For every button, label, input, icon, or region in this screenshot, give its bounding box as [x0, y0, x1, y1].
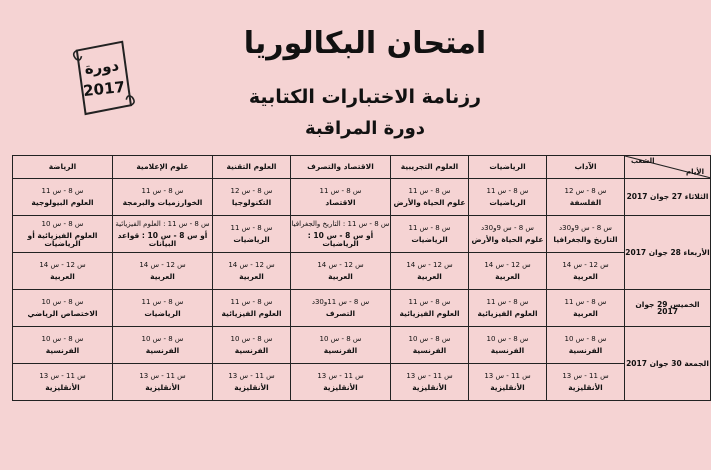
- exam-time: س 11 - س 13: [228, 371, 275, 380]
- exam-subject: العربية: [573, 271, 598, 281]
- exam-time: س 8 - س 11: [41, 186, 84, 195]
- exam-slot: [213, 188, 290, 207]
- table-row: [13, 253, 711, 290]
- exam-cell: [391, 327, 469, 364]
- exam-subject: الأنقليزية: [145, 382, 180, 392]
- exam-time: س 8 - س 9و30د: [559, 223, 612, 232]
- exam-cell: [213, 327, 291, 364]
- exam-subject: الفرنسية: [234, 345, 269, 355]
- exam-time: س 8 - س 11: [408, 223, 451, 232]
- exam-time: س 12 - س 14: [39, 260, 86, 269]
- exam-time: س 12 - س 14: [562, 260, 609, 269]
- exam-time: س 8 - س 11: [230, 223, 273, 232]
- header-row: [13, 156, 711, 179]
- table-row: [13, 364, 711, 401]
- exam-slot: [391, 262, 468, 281]
- exam-slot: [113, 188, 212, 207]
- exam-cell: [113, 327, 213, 364]
- exam-cell: [469, 179, 547, 216]
- exam-time: س 8 - س 11 : التاريخ والجغرافيا: [291, 220, 390, 228]
- exam-subject: أو س 8 - س 10 : قواعد البيانات: [117, 231, 208, 248]
- exam-slot: [391, 336, 468, 355]
- corner-cell: [625, 156, 711, 179]
- exam-time: س 8 - س 11: [408, 297, 451, 306]
- day-cell: الخميس 29 جوان 2017: [625, 290, 711, 327]
- exam-time: س 8 - س 10: [230, 334, 273, 343]
- exam-subject: الخوارزميات والبرمجة: [122, 197, 203, 207]
- exam-cell: [113, 290, 213, 327]
- exam-cell: [13, 179, 113, 216]
- exam-cell: [13, 290, 113, 327]
- exam-time: س 12 - س 14: [139, 260, 186, 269]
- exam-cell: [391, 364, 469, 401]
- exam-time: س 8 - س 10: [564, 334, 607, 343]
- exam-subject: التكنولوجيا: [231, 197, 272, 207]
- exam-time: س 11 - س 13: [139, 371, 186, 380]
- exam-cell: [547, 290, 625, 327]
- exam-cell: [291, 216, 391, 253]
- exam-subject: الفرنسية: [145, 345, 180, 355]
- exam-time: س 8 - س 11: [230, 297, 273, 306]
- exam-subject: العربية: [50, 271, 75, 281]
- exam-subject: العربية: [328, 271, 353, 281]
- exam-subject: العربية: [495, 271, 520, 281]
- exam-subject: الرياضيات: [233, 234, 270, 244]
- exam-cell: [469, 253, 547, 290]
- exam-time: س 8 - س 10: [408, 334, 451, 343]
- exam-slot: [469, 188, 546, 207]
- exam-slot: [291, 188, 390, 207]
- exam-time: س 8 - س 11: [486, 186, 529, 195]
- column-header: الاقتصاد والتصرف: [291, 156, 391, 179]
- exam-slot: [213, 373, 290, 392]
- exam-cell: [469, 364, 547, 401]
- exam-cell: [291, 290, 391, 327]
- page-subtitle: رزنامة الاختبارات الكتابية: [248, 86, 482, 108]
- exam-cell: [291, 364, 391, 401]
- exam-subject: أو س 8 - س 10 : الرياضيات: [307, 231, 374, 248]
- exam-subject: الأنقليزية: [323, 382, 358, 392]
- exam-cell: [291, 327, 391, 364]
- exam-time: س 8 - س 9و30د: [481, 223, 534, 232]
- exam-time: س 11 - س 13: [562, 371, 609, 380]
- corner-bottom-label: الأيام: [686, 168, 704, 176]
- exam-slot: [113, 262, 212, 281]
- badge-label: دورة: [83, 56, 120, 78]
- exam-subject: الأنقليزية: [45, 382, 80, 392]
- exam-slot: [391, 188, 468, 207]
- exam-time: س 12 - س 14: [406, 260, 453, 269]
- exam-time: س 8 - س 10: [319, 334, 362, 343]
- exam-slot: [213, 225, 290, 244]
- exam-cell: [113, 179, 213, 216]
- exam-subject: الرياضيات: [489, 197, 526, 207]
- exam-slot: [13, 221, 112, 247]
- exam-cell: [113, 216, 213, 253]
- exam-time: س 11 - س 13: [39, 371, 86, 380]
- exam-subject: الفرنسية: [490, 345, 525, 355]
- exam-time: س 12 - س 14: [228, 260, 275, 269]
- exam-slot: [391, 299, 468, 318]
- exam-slot: [13, 299, 112, 318]
- badge-year: 2017: [82, 77, 126, 101]
- exam-subject: الرياضيات: [144, 308, 181, 318]
- exam-subject: العلوم الفيزيائية: [399, 308, 460, 318]
- exam-subject: العلوم البيولوجية: [31, 197, 94, 207]
- exam-cell: [113, 253, 213, 290]
- exam-slot: [113, 221, 212, 247]
- schedule-body: [13, 179, 711, 401]
- exam-time: س 8 - س 10: [41, 220, 84, 228]
- exam-slot: [469, 262, 546, 281]
- exam-cell: [13, 253, 113, 290]
- exam-subject: العربية: [573, 308, 598, 318]
- exam-cell: [213, 216, 291, 253]
- exam-time: س 8 - س 12: [564, 186, 607, 195]
- exam-slot: [391, 373, 468, 392]
- exam-cell: [391, 179, 469, 216]
- exam-cell: [547, 179, 625, 216]
- exam-subject: العلوم الفيزيائية أو الرياضيات: [27, 231, 98, 248]
- exam-cell: [113, 364, 213, 401]
- exam-time: س 12 - س 14: [317, 260, 364, 269]
- exam-subject: الفرنسية: [323, 345, 358, 355]
- schedule-table: [12, 155, 711, 401]
- exam-slot: [291, 262, 390, 281]
- exam-subject: الأنقليزية: [490, 382, 525, 392]
- exam-subject: علوم الحياة والأرض: [393, 197, 466, 207]
- session-badge: [70, 39, 135, 119]
- column-header: العلوم التجريبية: [391, 156, 469, 179]
- column-header: الرياضة: [13, 156, 113, 179]
- exam-cell: [291, 253, 391, 290]
- exam-subject: الأنقليزية: [412, 382, 447, 392]
- exam-subject: الأنقليزية: [234, 382, 269, 392]
- column-header: الرياضيات: [469, 156, 547, 179]
- exam-time: س 8 - س 10: [41, 334, 84, 343]
- exam-slot: [391, 225, 468, 244]
- exam-subject: الاختصاص الرياضي: [27, 308, 98, 318]
- exam-subject: الرياضيات: [411, 234, 448, 244]
- exam-time: س 8 - س 11: [319, 186, 362, 195]
- exam-subject: الفرنسية: [412, 345, 447, 355]
- exam-slot: [547, 225, 624, 244]
- table-row: [13, 216, 711, 253]
- exam-time: س 8 - س 11: [486, 297, 529, 306]
- exam-slot: [291, 336, 390, 355]
- exam-subject: التصرف: [325, 308, 356, 318]
- exam-slot: [547, 299, 624, 318]
- exam-cell: [213, 179, 291, 216]
- exam-cell: [391, 290, 469, 327]
- exam-time: س 11 - س 13: [317, 371, 364, 380]
- exam-slot: [13, 262, 112, 281]
- exam-slot: [291, 299, 390, 318]
- exam-cell: [213, 290, 291, 327]
- exam-subject: الفلسفة: [569, 197, 602, 207]
- exam-slot: [547, 262, 624, 281]
- exam-cell: [291, 179, 391, 216]
- exam-subject: العربية: [150, 271, 175, 281]
- exam-slot: [13, 188, 112, 207]
- exam-slot: [291, 373, 390, 392]
- exam-cell: [469, 327, 547, 364]
- exam-slot: [213, 299, 290, 318]
- exam-slot: [113, 299, 212, 318]
- exam-cell: [13, 216, 113, 253]
- exam-time: س 8 - س 11: [564, 297, 607, 306]
- day-cell: الأربعاء 28 جوان 2017: [625, 216, 711, 290]
- exam-cell: [547, 216, 625, 253]
- exam-slot: [469, 336, 546, 355]
- column-header: الآداب: [547, 156, 625, 179]
- exam-cell: [469, 216, 547, 253]
- table-row: [13, 179, 711, 216]
- exam-cell: [213, 364, 291, 401]
- table-row: [13, 327, 711, 364]
- exam-time: س 11 - س 13: [406, 371, 453, 380]
- exam-time: س 8 - س 10: [41, 297, 84, 306]
- exam-subject: الفرنسية: [45, 345, 80, 355]
- exam-slot: [113, 373, 212, 392]
- exam-cell: [547, 364, 625, 401]
- exam-time: س 8 - س 10: [141, 334, 184, 343]
- corner-top-label: الشعب: [631, 157, 655, 165]
- day-cell: الثلاثاء 27 جوان 2017: [625, 179, 711, 216]
- exam-slot: [13, 336, 112, 355]
- exam-slot: [291, 221, 390, 247]
- exam-slot: [547, 188, 624, 207]
- exam-cell: [469, 290, 547, 327]
- exam-slot: [469, 225, 546, 244]
- exam-time: س 12 - س 14: [484, 260, 531, 269]
- exam-time: س 8 - س 10: [486, 334, 529, 343]
- exam-time: س 8 - س 11: [141, 186, 184, 195]
- exam-subject: الأنقليزية: [568, 382, 603, 392]
- exam-subject: العربية: [239, 271, 264, 281]
- exam-time: س 8 - س 11: [141, 297, 184, 306]
- column-header: العلوم التقنية: [213, 156, 291, 179]
- exam-subject: التاريخ والجغرافيا: [553, 234, 618, 244]
- exam-subject: العلوم الفيزيائية: [221, 308, 282, 318]
- exam-time: س 8 - س 12: [230, 186, 273, 195]
- exam-cell: [13, 327, 113, 364]
- exam-subject: الفرنسية: [568, 345, 603, 355]
- exam-subject: علوم الحياة والأرض: [471, 234, 544, 244]
- exam-subject: العلوم الفيزيائية: [477, 308, 538, 318]
- exam-cell: [13, 364, 113, 401]
- exam-slot: [469, 373, 546, 392]
- exam-subject: العربية: [417, 271, 442, 281]
- exam-time: س 8 - س 11: [408, 186, 451, 195]
- exam-cell: [391, 253, 469, 290]
- exam-time: س 11 - س 13: [484, 371, 531, 380]
- exam-slot: [13, 373, 112, 392]
- exam-slot: [547, 373, 624, 392]
- exam-cell: [213, 253, 291, 290]
- exam-slot: [113, 336, 212, 355]
- exam-cell: [547, 253, 625, 290]
- table-row: [13, 290, 711, 327]
- exam-slot: [547, 336, 624, 355]
- exam-time: س 8 - س 11و30د: [311, 297, 370, 306]
- exam-subject: الاقتصاد: [325, 197, 356, 207]
- exam-cell: [547, 327, 625, 364]
- session-title: دورة المراقبة: [304, 118, 426, 139]
- exam-slot: [213, 262, 290, 281]
- column-header: علوم الإعلامية: [113, 156, 213, 179]
- page-title: امتحان البكالوريا: [243, 26, 487, 61]
- day-cell: الجمعة 30 جوان 2017: [625, 327, 711, 401]
- exam-cell: [391, 216, 469, 253]
- exam-slot: [213, 336, 290, 355]
- exam-time: س 8 - س 11 : العلوم الفيزيائية: [115, 220, 210, 228]
- exam-slot: [469, 299, 546, 318]
